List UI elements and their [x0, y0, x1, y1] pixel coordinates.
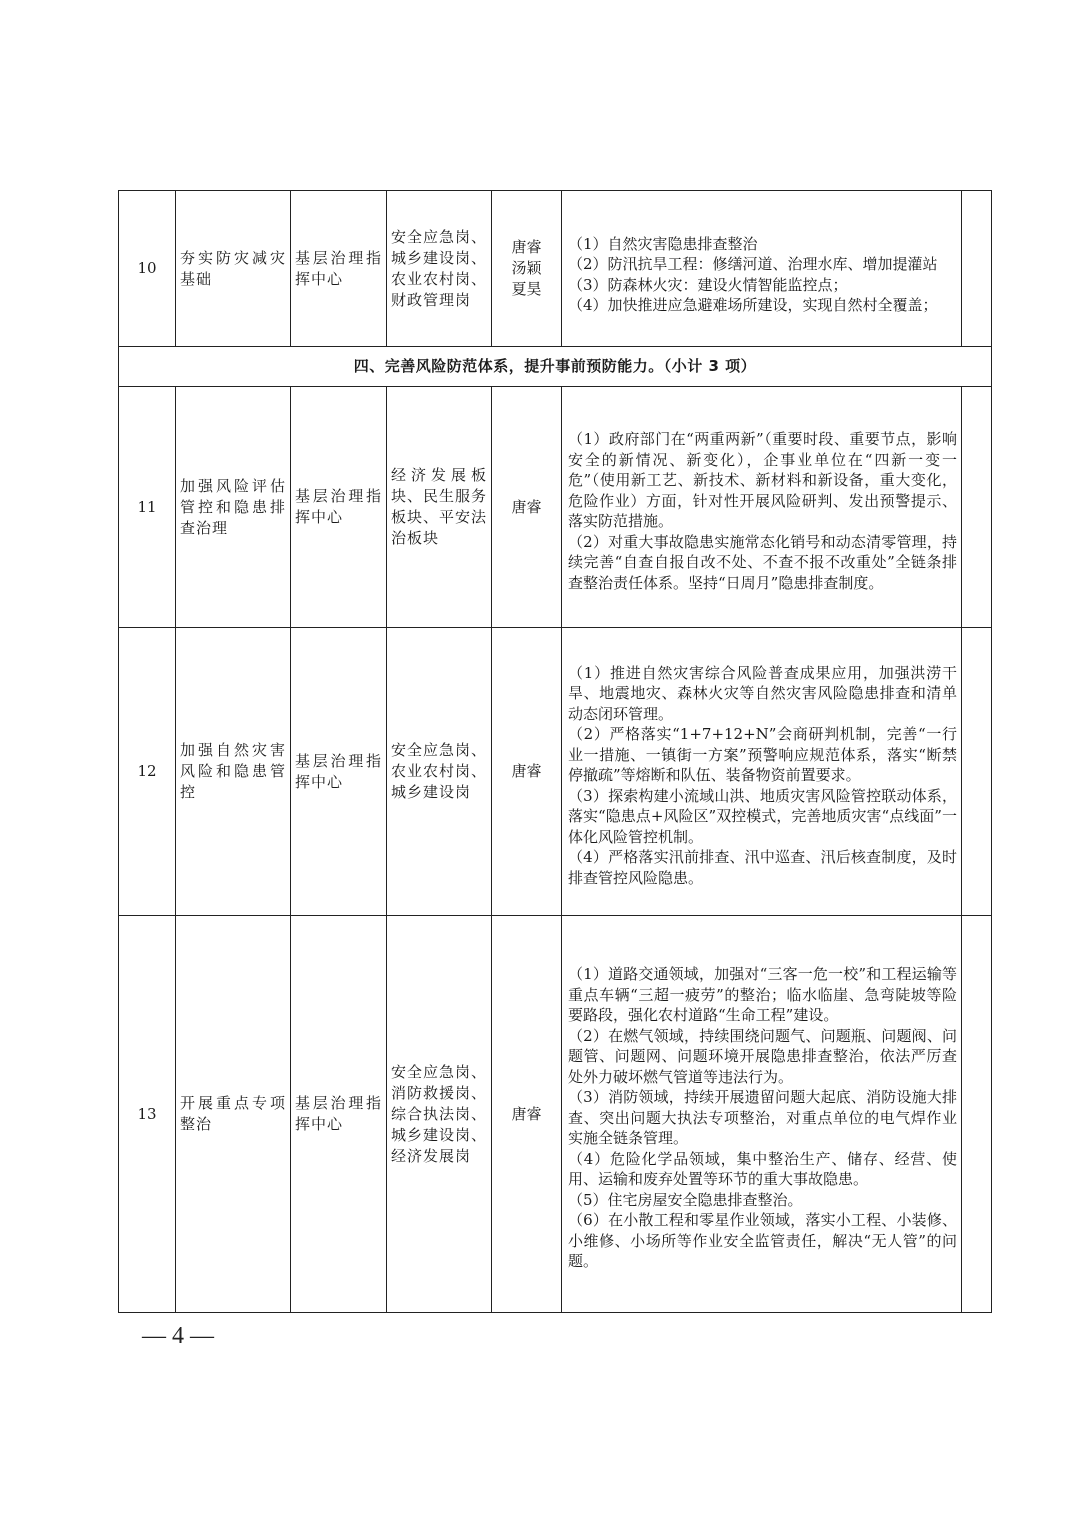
responsible-posts — [387, 916, 492, 1313]
posts-text: 安全应急岗、消防救援岗、综合执法岗、城乡建设岗、经济发展岗 — [391, 1062, 488, 1165]
page-number: — 4 — — [142, 1323, 214, 1349]
responsible-posts — [387, 628, 492, 916]
row-number: 13 — [119, 916, 176, 1313]
posts-text: 安全应急岗、农业农村岗、城乡建设岗 — [391, 741, 488, 801]
content-item: （4）加快推进应急避难场所建设，实现自然村全覆盖； — [568, 296, 938, 314]
content-item: （4）危险化学品领域，集中整治生产、储存、经营、使用、运输和废弃处置等环节的重大事故隐患。 — [568, 1149, 957, 1189]
content-item: （1）自然灾害隐患排查整治 — [568, 234, 758, 253]
posts-text: 安全应急岗、城乡建设岗、农业农村岗、财政管理岗 — [391, 227, 488, 309]
task-content — [562, 916, 962, 1313]
task-name — [176, 916, 291, 1313]
content-item: （1）道路交通领域，加强对“三客一危一校”和工程运输等重点车辆“三超一疲劳”的整治；临水临崖、急弯陡坡等险要路段，强化农村道路“生命工程”建设。 — [568, 965, 957, 1025]
content-item: （2）防汛抗旱工程：修缮河道、治理水库、增加提灌站 — [568, 255, 938, 273]
lead-person: 唐睿 — [511, 1104, 542, 1123]
task-content — [562, 191, 962, 347]
lead-persons — [492, 916, 562, 1313]
remarks-cell — [962, 387, 992, 628]
task-content — [562, 628, 962, 916]
task-name — [176, 387, 291, 628]
row-number: 12 — [119, 628, 176, 916]
table-row — [119, 191, 992, 347]
department-text: 基层治理指挥中心 — [295, 248, 382, 288]
task-name — [176, 191, 291, 347]
content-item: （2）在燃气领域，持续围绕问题气、问题瓶、问题阀、问题管、问题网、问题环境开展隐患排查整治，依法严厉查处外力破坏燃气管道等违法行为。 — [568, 1026, 957, 1086]
lead-person: 夏昊 — [511, 280, 542, 298]
department-text: 基层治理指挥中心 — [295, 487, 382, 526]
row-number: 11 — [119, 387, 176, 628]
lead-person: 汤颖 — [511, 259, 542, 277]
remarks-cell — [962, 191, 992, 347]
table-row — [119, 916, 992, 1313]
content-item: （3）防森林火灾：建设火情智能监控点； — [568, 275, 848, 294]
content-item: （1）政府部门在“两重两新”（重要时段、重要节点，影响安全的新情况、新变化），企事业单位在“四新一变一危”（使用新工艺、新技术、新材料和新设备，重大变化，危险作业）方面，针对性开展风险研判、发出预警提示、落实防范措施。 — [568, 430, 957, 530]
task-name-text: 开展重点专项整治 — [180, 1094, 286, 1133]
task-name-text: 加强自然灾害风险和隐患管控 — [180, 741, 286, 801]
department-text: 基层治理指挥中心 — [295, 1094, 382, 1133]
lead-persons — [492, 191, 562, 347]
department — [291, 191, 387, 347]
content-item: （3）消防领域，持续开展遗留问题大起底、消防设施大排查、突出问题大执法专项整治，对重点单位的电气焊作业实施全链条管理。 — [568, 1088, 957, 1148]
lead-persons — [492, 628, 562, 916]
section-header: 四、完善风险防范体系，提升事前预防能力。（小计 3 项） — [119, 347, 992, 387]
lead-person: 唐睿 — [511, 238, 542, 256]
table-row — [119, 628, 992, 916]
lead-persons — [492, 387, 562, 628]
content-item: （4）严格落实汛前排查、汛中巡查、汛后核查制度，及时排查管控风险隐患。 — [568, 848, 957, 887]
posts-text: 经济发展板块、民生服务板块、平安法治板块 — [391, 466, 488, 547]
lead-person: 唐睿 — [511, 762, 542, 780]
department — [291, 628, 387, 916]
remarks-cell — [962, 916, 992, 1313]
row-number: 10 — [119, 191, 176, 347]
task-name-text: 夯实防灾减灾基础 — [180, 248, 286, 288]
table-row — [119, 387, 992, 628]
responsible-posts — [387, 191, 492, 347]
content-item: （3）探索构建小流域山洪、地质灾害风险管控联动体系，落实“隐患点+风险区”双控模式，完善地质灾害“点线面”一体化风险管控机制。 — [568, 786, 957, 846]
content-item: （1）推进自然灾害综合风险普查成果应用，加强洪涝干旱、地震地灾、森林火灾等自然灾害风险隐患排查和清单动态闭环管理。 — [568, 663, 957, 723]
task-content — [562, 387, 962, 628]
department — [291, 387, 387, 628]
task-name-text: 加强风险评估管控和隐患排查治理 — [180, 476, 286, 537]
section-header-row — [119, 347, 992, 387]
content-item: （2）对重大事故隐患实施常态化销号和动态清零管理，持续完善“自查自报自改不处、不查不报不改重处”全链条排查整治责任体系。坚持“日周月”隐患排查制度。 — [568, 532, 957, 592]
content-item: （2）严格落实“1+7+12+N”会商研判机制，完善“一行业一措施、一镇街一方案”预警响应规范体系，落实“断禁停撤疏”等熔断和队伍、装备物资前置要求。 — [568, 725, 957, 785]
task-table — [118, 190, 992, 1313]
department — [291, 916, 387, 1313]
responsible-posts — [387, 387, 492, 628]
lead-person: 唐睿 — [511, 497, 542, 516]
remarks-cell — [962, 628, 992, 916]
department-text: 基层治理指挥中心 — [295, 751, 382, 791]
task-name — [176, 628, 291, 916]
content-item: （5）住宅房屋安全隐患排查整治。 — [568, 1190, 803, 1209]
content-item: （6）在小散工程和零星作业领域，落实小工程、小装修、小维修、小场所等作业安全监管责任，解决“无人管”的问题。 — [568, 1211, 957, 1271]
